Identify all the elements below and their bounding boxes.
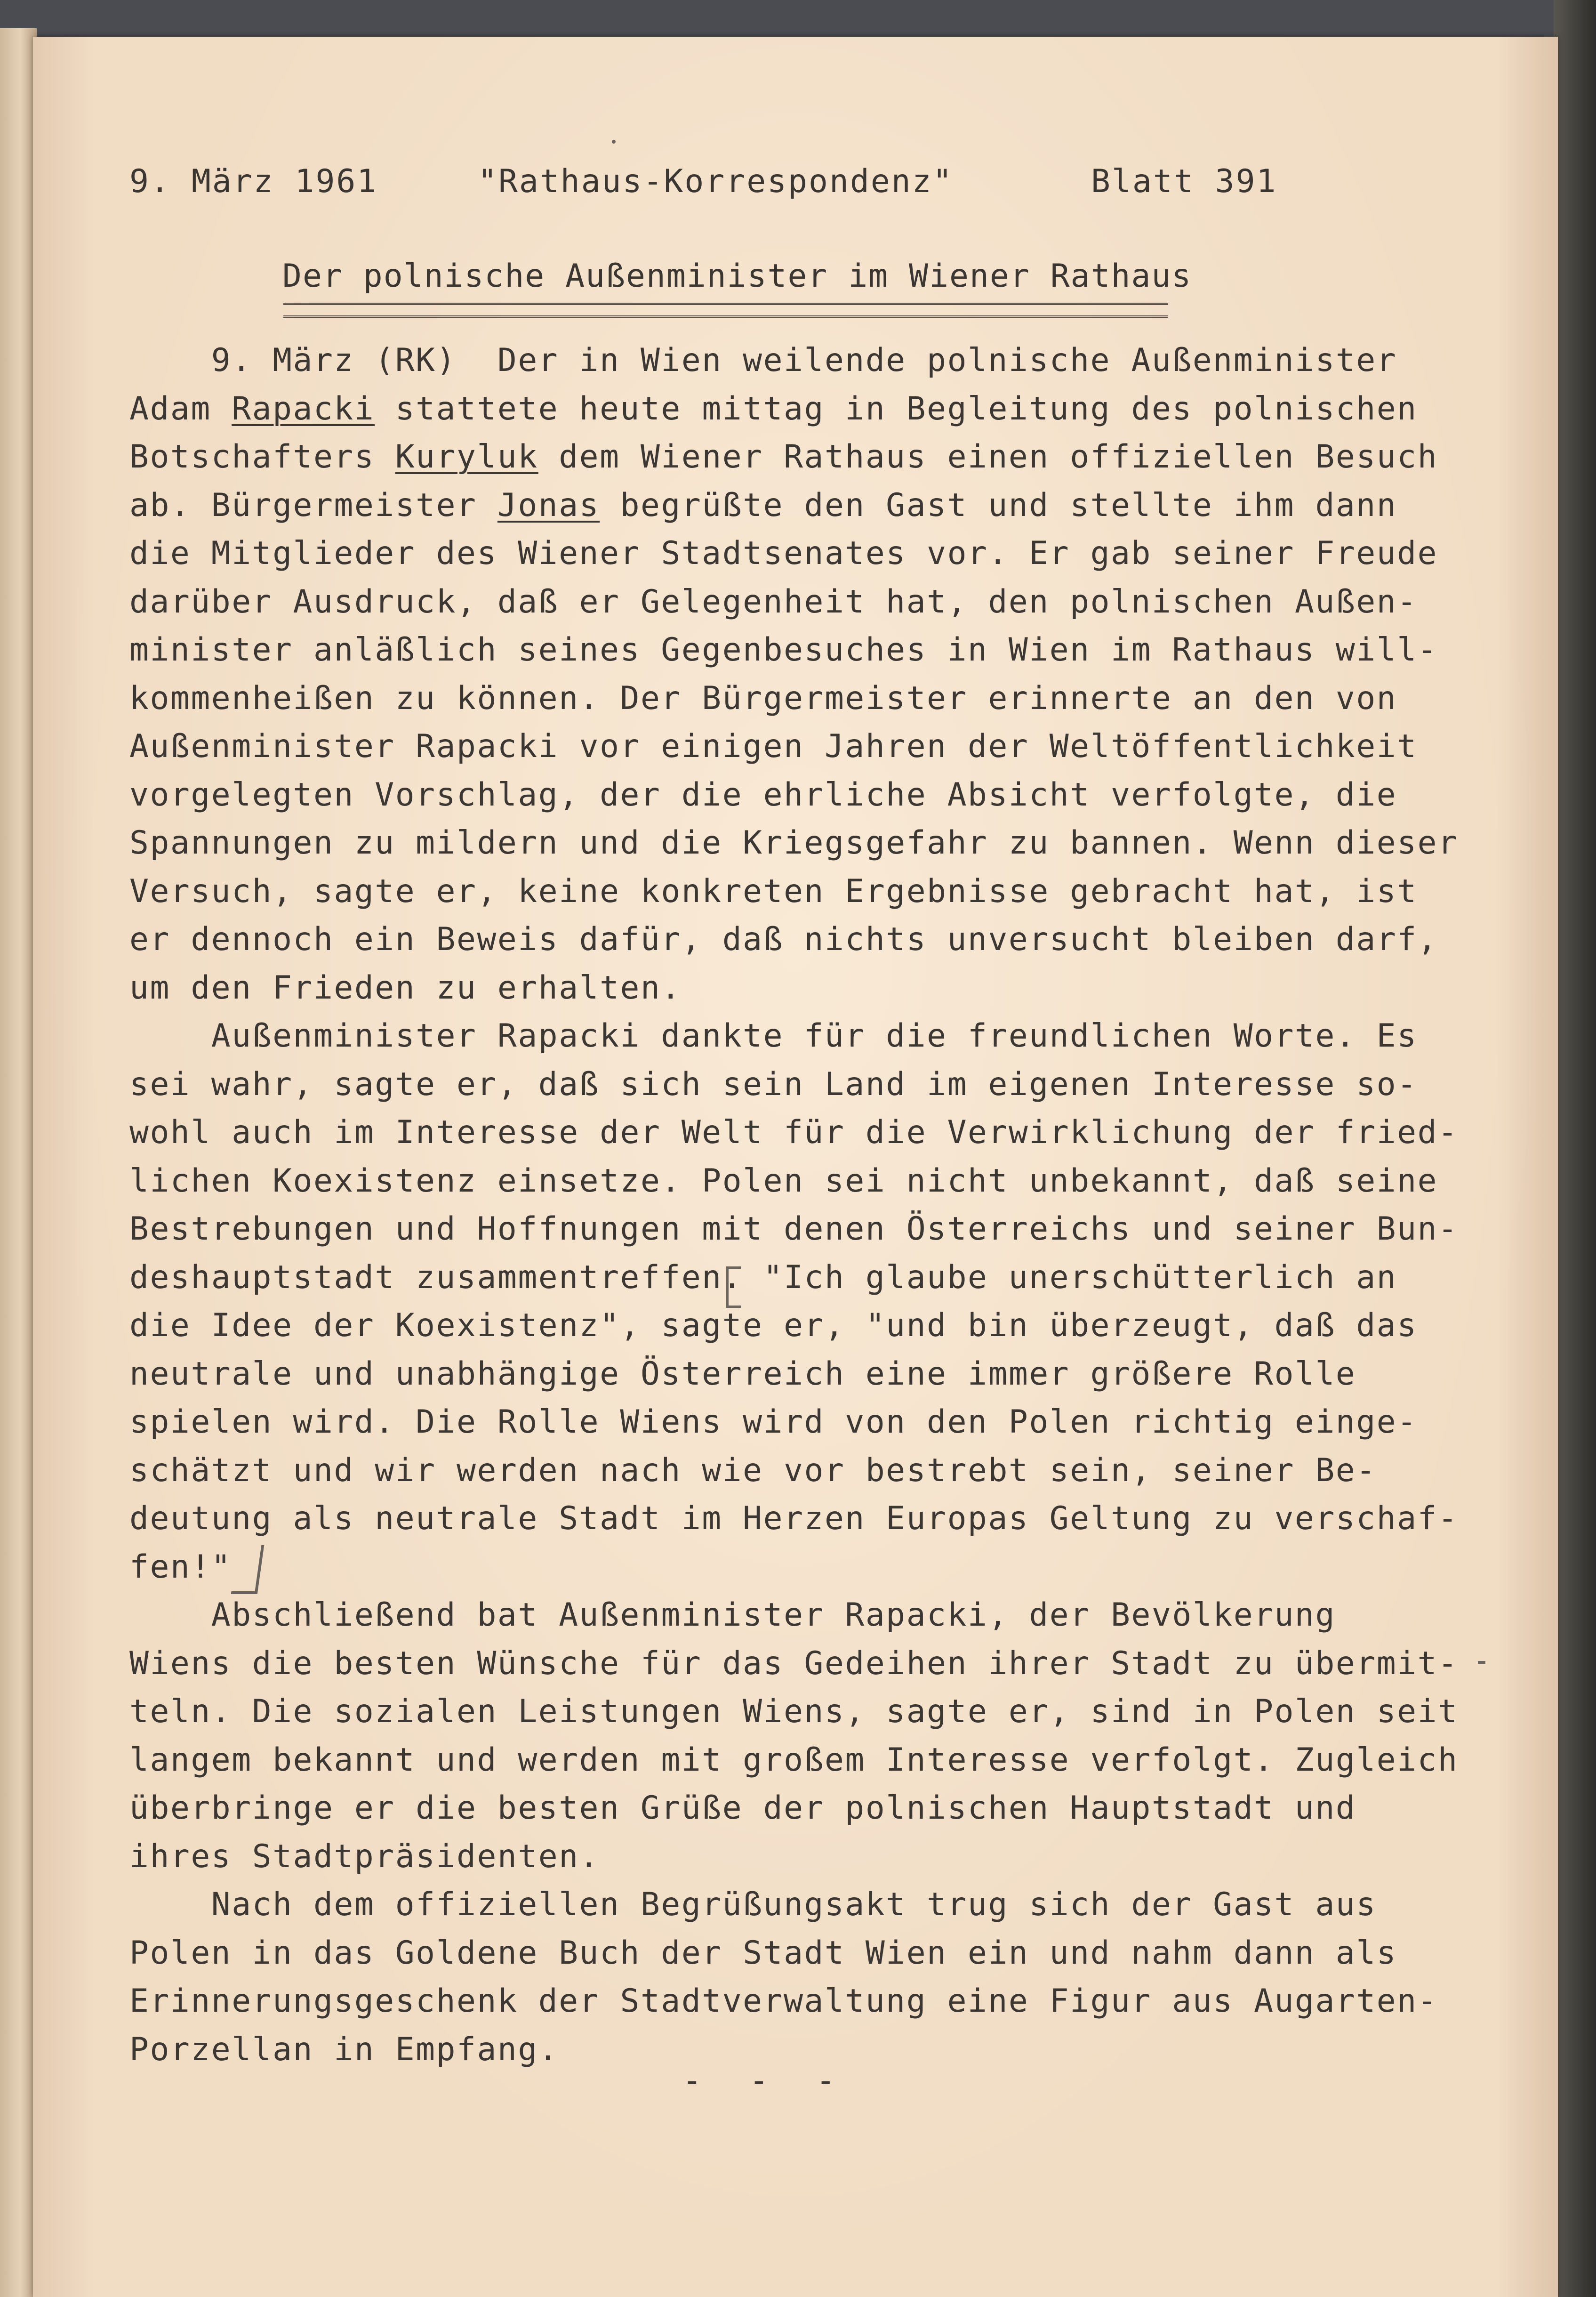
text-line — [129, 1302, 1428, 1350]
text-line — [129, 1350, 1428, 1399]
underlined-name: Rapacki — [232, 390, 375, 427]
text-line — [129, 1833, 1428, 1881]
text-line — [129, 1157, 1438, 1206]
text-segment: kommenheißen zu können. Der Bürgermeister erinnerte an den von — [129, 679, 1397, 717]
text-line — [129, 1495, 1459, 1543]
text-line — [129, 964, 1428, 1013]
text-segment: stattete heute mittag in Begleitung des polnischen — [375, 390, 1418, 427]
text-segment: schätzt und wir werden nach wie vor bestrebt sein, seiner Be- — [129, 1451, 1377, 1489]
text-segment: er dennoch ein Beweis dafür, daß nichts unversucht bleiben darf, — [129, 921, 1438, 958]
paper-speck — [612, 140, 616, 144]
text-segment: deutung als neutrale Stadt im Herzen Europas Geltung zu verschaf- — [129, 1500, 1459, 1537]
text-segment: neutrale und unabhängige Österreich eine immer größere Rolle — [129, 1355, 1356, 1393]
header-sheet-number: Blatt 391 — [1091, 163, 1277, 200]
text-line — [129, 1977, 1438, 2026]
text-line — [129, 433, 1438, 482]
text-segment: Wiens die besten Wünsche für das Gedeihen ihrer Stadt zu übermit- — [129, 1644, 1459, 1682]
text-line — [129, 1784, 1428, 1833]
text-segment: wohl auch im Interesse der Welt für die Verwirklichung der fried- — [129, 1114, 1459, 1151]
text-line — [129, 771, 1428, 820]
text-segment: die Idee der Koexistenz", sagte er, "und bin überzeugt, daß das — [129, 1307, 1418, 1344]
text-line — [129, 1591, 1428, 1640]
text-segment: überbringe er die besten Grüße der polnischen Hauptstadt und — [129, 1789, 1356, 1827]
text-line — [129, 1929, 1428, 1978]
text-segment: Spannungen zu mildern und die Kriegsgefahr zu bannen. Wenn dieser — [129, 824, 1459, 862]
text-segment: darüber Ausdruck, daß er Gelegenheit hat, den polnischen Außen- — [129, 583, 1418, 621]
text-segment: sei wahr, sagte er, daß sich sein Land im eigenen Interesse so- — [129, 1065, 1418, 1103]
text-segment: minister anläßlich seines Gegenbesuches in Wien im Rathaus will- — [129, 631, 1438, 669]
text-line — [129, 482, 1428, 530]
text-segment: Nach dem offiziellen Begrüßungsakt trug sich der Gast aus — [129, 1886, 1377, 1923]
underlined-name: Jonas — [497, 486, 600, 524]
text-segment: Bestrebungen und Hoffnungen mit denen Österreichs und seiner Bun- — [129, 1210, 1459, 1248]
text-line — [129, 1254, 1428, 1302]
margin-pencil-mark — [1478, 1661, 1485, 1664]
text-segment: Außenminister Rapacki dankte für die freundlichen Worte. Es — [129, 1017, 1418, 1055]
text-line — [129, 337, 1428, 385]
text-line — [129, 385, 1428, 434]
text-line — [129, 626, 1438, 675]
text-segment: Abschließend bat Außenminister Rapacki, der Bevölkerung — [129, 1596, 1336, 1634]
underlined-name: Kuryluk — [395, 438, 538, 476]
text-line — [129, 1205, 1459, 1254]
text-segment: um den Frieden zu erhalten. — [129, 969, 682, 1007]
text-segment: lichen Koexistenz einsetze. Polen sei nicht unbekannt, daß seine — [129, 1162, 1438, 1200]
text-line — [129, 1012, 1428, 1061]
header-date: 9. März 1961 — [129, 163, 378, 200]
text-segment: teln. Die sozialen Leistungen Wiens, sagte er, sind in Polen seit — [129, 1693, 1459, 1730]
adjacent-page-edge — [0, 28, 37, 2297]
text-segment: Polen in das Goldene Buch der Stadt Wien ein und nahm dann als — [129, 1934, 1397, 1972]
end-mark: - - - — [682, 2062, 850, 2099]
text-line — [129, 675, 1428, 723]
text-line — [129, 1398, 1428, 1447]
article-body — [129, 337, 1459, 2074]
text-segment: spielen wird. Die Rolle Wiens wird von den Polen richtig einge- — [129, 1403, 1418, 1441]
text-segment: 9. März (RK) Der in Wien weilende polnische Außenminister — [129, 342, 1397, 379]
text-segment: ihres Stadtpräsidenten. — [129, 1838, 600, 1875]
text-segment: begrüßte den Gast und stellte ihm dann — [600, 486, 1397, 524]
text-line — [129, 1688, 1459, 1736]
text-line — [129, 1447, 1428, 1495]
text-line — [129, 530, 1438, 578]
text-line — [129, 1109, 1459, 1157]
text-line — [129, 1640, 1459, 1688]
pencil-bracket-open — [726, 1266, 741, 1308]
text-line — [129, 916, 1438, 964]
text-line — [129, 1543, 1428, 1592]
text-line — [129, 819, 1459, 868]
text-segment: die Mitglieder des Wiener Stadtsenates vor. Er gab seiner Freude — [129, 535, 1438, 572]
headline: Der polnische Außenminister im Wiener Rathaus — [282, 258, 1192, 295]
text-segment: vorgelegten Vorschlag, der die ehrliche Absicht verfolgte, die — [129, 776, 1397, 814]
text-segment: ab. Bürgermeister — [129, 486, 497, 524]
page-stack-edge — [1554, 0, 1596, 2297]
text-segment: deshauptstadt zusammentreffen. "Ich glaube unerschütterlich an — [129, 1258, 1397, 1296]
text-segment: dem Wiener Rathaus einen offiziellen Besuch — [538, 438, 1438, 476]
headline-double-underline — [283, 303, 1168, 318]
text-line — [129, 578, 1428, 627]
text-line — [129, 1061, 1428, 1109]
text-segment: Porzellan in Empfang. — [129, 2031, 559, 2068]
text-line — [129, 723, 1428, 771]
text-segment: Versuch, sagte er, keine konkreten Ergebnisse gebracht hat, ist — [129, 872, 1418, 910]
text-line — [129, 1736, 1459, 1785]
text-line — [129, 1881, 1428, 1929]
text-line — [129, 868, 1428, 916]
text-segment: Botschafters — [129, 438, 395, 476]
text-segment: langem bekannt und werden mit großem Interesse verfolgt. Zugleich — [129, 1741, 1459, 1779]
text-segment: Adam — [129, 390, 232, 427]
text-segment: fen!" — [129, 1548, 232, 1586]
text-segment: Außenminister Rapacki vor einigen Jahren der Weltöffentlichkeit — [129, 728, 1418, 765]
header-publication: "Rathaus-Korrespondenz" — [478, 163, 954, 200]
text-segment: Erinnerungsgeschenk der Stadtverwaltung eine Figur aus Augarten- — [129, 1983, 1438, 2020]
